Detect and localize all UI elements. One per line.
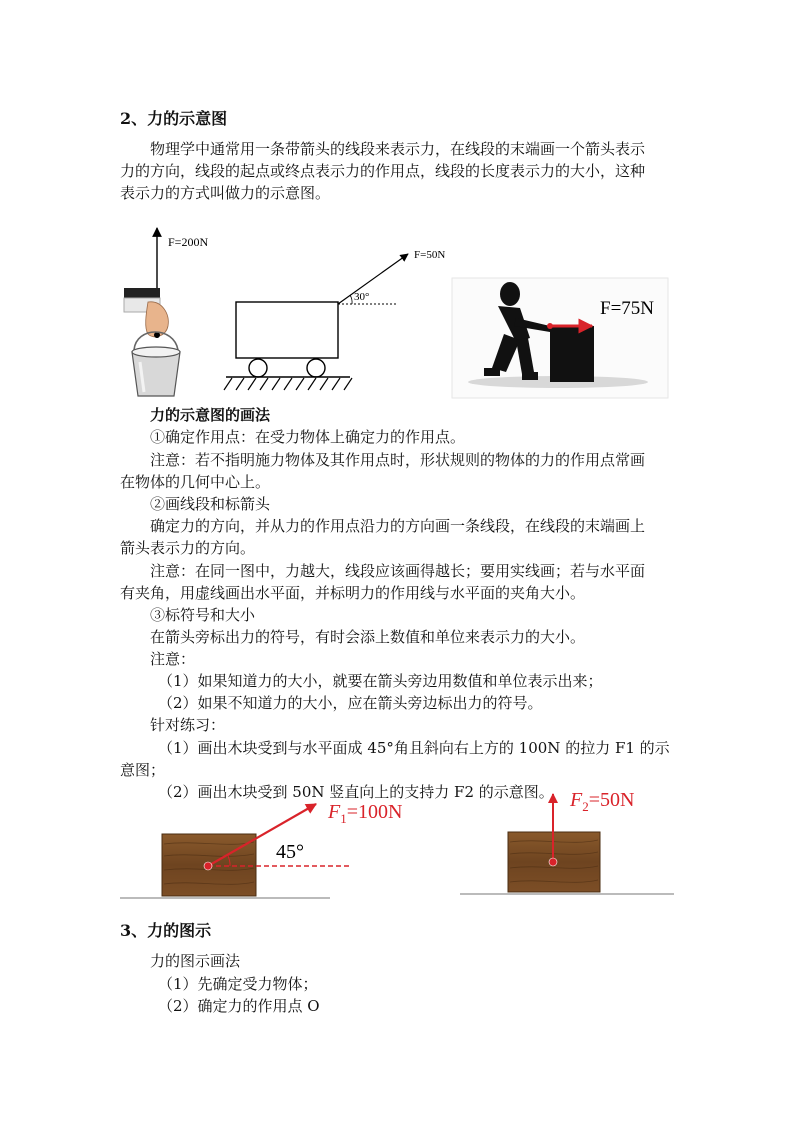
intro-line-1: 物理学中通常用一条带箭头的线段来表示力，在线段的末端画一个箭头表示 xyxy=(150,140,646,158)
step3-text: 在箭头旁标出力的符号，有时会添上数值和单位来表示力的大小。 xyxy=(150,628,586,646)
step2: ②画线段和标箭头 xyxy=(150,495,271,513)
section3-subtitle: 力的图示画法 xyxy=(150,952,241,970)
force-diagram-figure xyxy=(118,222,678,402)
section3-title: 3、力的图示 xyxy=(120,921,212,940)
practice1-line-2: 意图； xyxy=(120,761,166,779)
method-title: 力的示意图的画法 xyxy=(150,406,271,424)
cart-illustration xyxy=(224,249,445,390)
practice1-line-1: （1）画出木块受到与水平面成 45°角且斜向右上方的 100N 的拉力 F1 的示 xyxy=(158,739,670,757)
note2-line-2: 有夹角，用虚线画出水平面，并标明力的作用线与水平面的夹角大小。 xyxy=(120,584,586,602)
note3-item-2: （2）如果不知道力的大小，应在箭头旁边标出力的符号。 xyxy=(158,694,543,712)
push-force-label: F=75N xyxy=(600,298,655,319)
f2-diagram xyxy=(460,790,674,894)
bucket-illustration xyxy=(124,228,208,396)
f1-diagram xyxy=(120,801,402,898)
section3-item-2: （2）确定力的作用点 O xyxy=(158,997,320,1015)
note3-label: 注意： xyxy=(150,650,196,668)
note2-line-1: 注意：在同一图中，力越大，线段应该画得越长；要用实线画；若与水平面 xyxy=(150,562,646,580)
section3-item-1: （1）先确定受力物体； xyxy=(158,975,318,993)
f1-angle-label: 45° xyxy=(276,841,304,863)
f2-symbol: F xyxy=(570,790,583,811)
f2-value: =50N xyxy=(588,790,635,811)
svg-text:F2=50N xyxy=(569,790,634,814)
intro-line-3: 表示力的方式叫做力的示意图。 xyxy=(120,184,331,202)
step2-line-2: 箭头表示力的方向。 xyxy=(120,539,256,557)
step2-line-1: 确定力的方向，并从力的作用点沿力的方向画一条线段，在线段的末端画上 xyxy=(150,517,646,535)
push-illustration xyxy=(452,278,668,398)
f2-subscript: 2 xyxy=(582,799,589,814)
note1-line-2: 在物体的几何中心上。 xyxy=(120,473,271,491)
intro-line-2: 力的方向，线段的起点或终点表示力的作用点，线段的长度表示力的大小，这种 xyxy=(120,162,646,180)
svg-text:F1=100N xyxy=(327,801,402,826)
section2-title: 2、力的示意图 xyxy=(120,109,228,128)
practice-answer-figure xyxy=(118,790,678,910)
step1: ①确定作用点：在受力物体上确定力的作用点。 xyxy=(150,428,466,446)
note1-line-1: 注意：若不指明施力物体及其作用点时，形状规则的物体的力的作用点常画 xyxy=(150,451,646,469)
bucket-force-label: F=200N xyxy=(168,235,209,249)
f1-value: =100N xyxy=(346,801,403,823)
f1-subscript: 1 xyxy=(340,811,347,826)
note3-item-1: （1）如果知道力的大小，就要在箭头旁边用数值和单位表示出来； xyxy=(158,672,603,690)
cart-force-label: F=50N xyxy=(414,249,446,261)
step3: ③标符号和大小 xyxy=(150,606,256,624)
practice2: （2）画出木块受到 50N 竖直向上的支持力 F2 的示意图。 xyxy=(158,783,554,801)
cart-angle-label: 30° xyxy=(354,291,370,303)
practice-label: 针对练习： xyxy=(150,716,226,734)
f1-symbol: F xyxy=(328,801,341,823)
